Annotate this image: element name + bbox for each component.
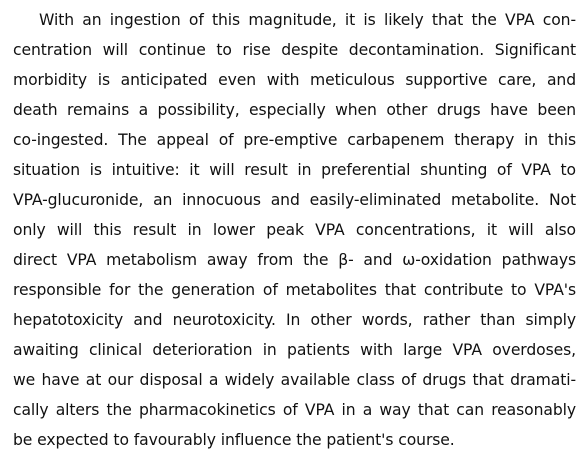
document-body <box>13 5 576 455</box>
paragraph-line: hepatotoxicity and neurotoxicity. In other words, rather than simply <box>13 311 576 329</box>
paragraph <box>13 5 576 455</box>
paragraph-line: situation is intuitive: it will result in preferential shunting of VPA to <box>13 161 576 179</box>
paragraph-line: cally alters the pharmacokinetics of VPA in a way that can reasonably <box>13 401 576 419</box>
paragraph-line: With an ingestion of this magnitude, it is likely that the VPA con- <box>39 11 576 29</box>
paragraph-line: responsible for the generation of metabolites that contribute to VPA's <box>13 281 576 299</box>
paragraph-line: awaiting clinical deterioration in patients with large VPA overdoses, <box>13 341 576 359</box>
paragraph-line: co-ingested. The appeal of pre-emptive carbapenem therapy in this <box>13 131 576 149</box>
paragraph-line: be expected to favourably influence the patient's course. <box>13 431 455 449</box>
paragraph-line: we have at our disposal a widely available class of drugs that dramati- <box>13 371 576 389</box>
paragraph-line: morbidity is anticipated even with meticulous supportive care, and <box>13 71 576 89</box>
paragraph-line: VPA-glucuronide, an innocuous and easily-eliminated metabolite. Not <box>13 191 576 209</box>
paragraph-line: only will this result in lower peak VPA concentrations, it will also <box>13 221 576 239</box>
paragraph-line: death remains a possibility, especially when other drugs have been <box>13 101 576 119</box>
paragraph-line: direct VPA metabolism away from the β- and ω-oxidation pathways <box>13 251 576 269</box>
paragraph-line: centration will continue to rise despite decontamination. Significant <box>13 41 576 59</box>
